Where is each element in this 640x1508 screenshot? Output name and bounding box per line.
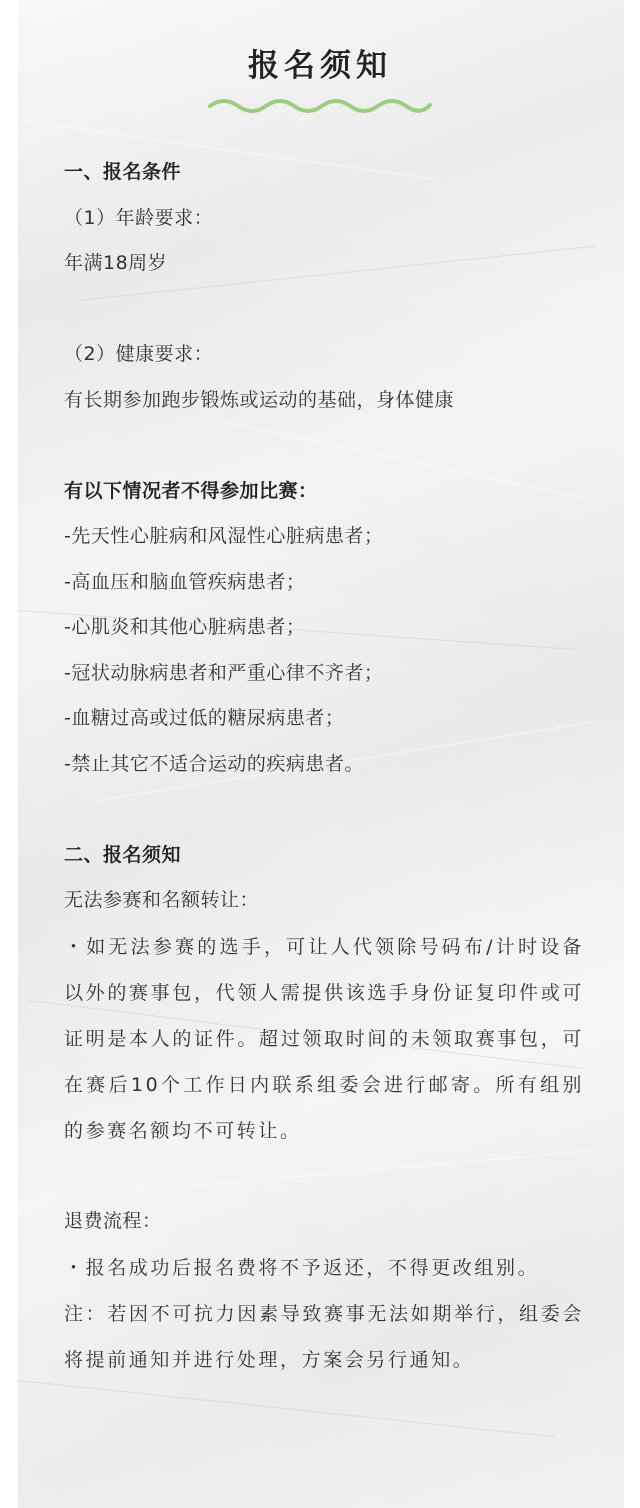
note-paragraph: 注：若因不可抗力因素导致赛事无法如期举行，组委会将提前通知并进行处理，方案会另行通知。	[64, 1302, 584, 1371]
exclusion-item: -血糖过高或过低的糖尿病患者；	[64, 707, 345, 729]
exclusion-item: -高血压和脑血管疾病患者；	[64, 570, 306, 593]
refund-label: 退费流程：	[64, 1210, 162, 1232]
content	[64, 150, 584, 1383]
age-requirement-value: 年满18周岁	[64, 252, 168, 274]
transfer-label: 无法参赛和名额转让：	[64, 889, 260, 911]
paper-crease	[18, 1380, 555, 1437]
exclusion-item: -先天性心脏病和风湿性心脏病患者；	[64, 525, 384, 547]
spacer	[64, 787, 584, 833]
spacer	[64, 287, 584, 333]
refund-paragraph: ・报名成功后报名费将不予返还，不得更改组别。	[64, 1256, 540, 1279]
wave-underline-icon	[207, 96, 433, 116]
health-requirement-label: （2）健康要求：	[64, 343, 214, 365]
exclusion-heading: 有以下情况者不得参加比赛：	[64, 479, 318, 502]
spacer	[64, 423, 584, 469]
exclusion-item: -冠状动脉病患者和严重心律不齐者；	[64, 661, 384, 684]
exclusion-item: -心肌炎和其他心脏病患者；	[64, 616, 306, 638]
section-heading-registration-conditions: 一、报名条件	[64, 161, 182, 183]
transfer-paragraph: ・如无法参赛的选手，可让人代领除号码布/计时设备以外的赛事包，代领人需提供该选手身份证复印件或可证明是本人的证件。超过领取时间的未领取赛事包，可在赛后10个工作日内联系组委会进行邮寄。所有组别的参赛名额均不可转让。	[64, 935, 584, 1142]
section-heading-registration-notice: 二、报名须知	[64, 843, 182, 866]
exclusion-item: -禁止其它不适合运动的疾病患者。	[64, 752, 364, 775]
age-requirement-label: （1）年龄要求：	[64, 206, 214, 229]
spacer	[64, 1154, 584, 1200]
page-title: 报名须知	[248, 48, 392, 84]
health-requirement-value: 有长期参加跑步锻炼或运动的基础，身体健康	[64, 388, 455, 411]
